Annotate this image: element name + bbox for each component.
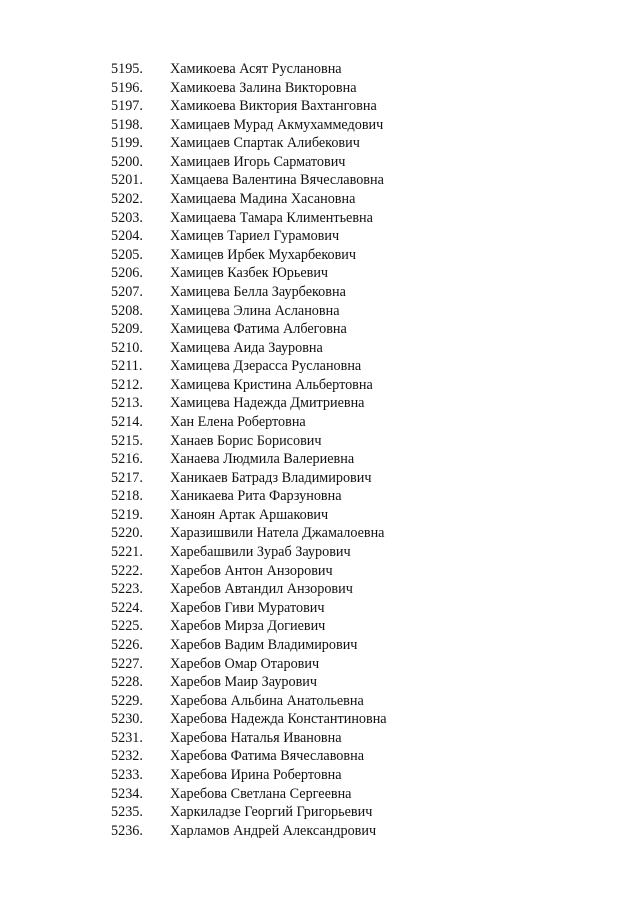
entry-number: 5233. xyxy=(111,766,143,783)
entry-number: 5213. xyxy=(111,395,143,412)
entry-name: Хамицева Аида Зауровна xyxy=(170,339,323,356)
entry-name: Харебов Омар Отарович xyxy=(170,655,320,672)
entry-number: 5228. xyxy=(111,674,143,691)
entry-name: Харебов Маир Заурович xyxy=(170,674,318,691)
entry-number: 5202. xyxy=(111,191,143,208)
entry-name: Ханоян Артак Аршакович xyxy=(170,506,329,523)
entry-name: Хамицаев Мурад Акмухаммедович xyxy=(170,116,384,133)
list-item xyxy=(0,636,640,655)
list-item xyxy=(0,729,640,748)
entry-number: 5209. xyxy=(111,321,143,338)
list-item xyxy=(0,357,640,376)
list-item xyxy=(0,524,640,543)
entry-name: Хамицева Дзерасса Руслановна xyxy=(170,358,362,375)
list-item xyxy=(0,710,640,729)
entry-number: 5199. xyxy=(111,135,143,152)
entry-name: Харламов Андрей Александрович xyxy=(170,822,377,839)
list-item xyxy=(0,97,640,116)
entry-number: 5201. xyxy=(111,172,143,189)
name-list xyxy=(0,60,640,840)
entry-name: Харебова Светлана Сергеевна xyxy=(170,785,352,802)
entry-number: 5214. xyxy=(111,413,143,430)
entry-name: Ханаева Людмила Валериевна xyxy=(170,451,355,468)
entry-number: 5197. xyxy=(111,98,143,115)
entry-number: 5210. xyxy=(111,339,143,356)
entry-number: 5195. xyxy=(111,61,143,77)
list-item xyxy=(0,766,640,785)
entry-number: 5198. xyxy=(111,116,143,133)
entry-name: Харебова Наталья Ивановна xyxy=(170,729,342,746)
entry-number: 5222. xyxy=(111,562,143,579)
list-item xyxy=(0,822,640,841)
list-item xyxy=(0,450,640,469)
entry-number: 5212. xyxy=(111,376,143,393)
entry-number: 5200. xyxy=(111,153,143,170)
entry-number: 5216. xyxy=(111,451,143,468)
entry-number: 5236. xyxy=(111,822,143,839)
entry-number: 5220. xyxy=(111,525,143,542)
entry-name: Хан Елена Робертовна xyxy=(170,413,306,430)
entry-name: Ханикаева Рита Фарзуновна xyxy=(170,488,342,505)
entry-name: Ханикаев Батрадз Владимирович xyxy=(170,469,372,486)
list-item xyxy=(0,543,640,562)
list-item xyxy=(0,599,640,618)
entry-name: Харебова Фатима Вячеславовна xyxy=(170,748,364,765)
entry-name: Харкиладзе Георгий Григорьевич xyxy=(170,804,373,821)
entry-number: 5204. xyxy=(111,228,143,245)
entry-name: Хамицева Кристина Альбертовна xyxy=(170,376,373,393)
list-item xyxy=(0,469,640,488)
list-item xyxy=(0,227,640,246)
entry-name: Хамицев Ирбек Мухарбекович xyxy=(170,246,357,263)
entry-number: 5230. xyxy=(111,711,143,728)
entry-number: 5218. xyxy=(111,488,143,505)
entry-name: Хамикоева Виктория Вахтанговна xyxy=(170,98,377,115)
entry-name: Харебова Альбина Анатольевна xyxy=(170,692,364,709)
entry-name: Харазишвили Натела Джамалоевна xyxy=(170,525,385,542)
entry-name: Хамицев Тариел Гурамович xyxy=(170,228,340,245)
list-item xyxy=(0,673,640,692)
entry-name: Хамицаева Тамара Климентьевна xyxy=(170,209,373,226)
entry-name: Харебов Гиви Муратович xyxy=(170,599,325,616)
list-item xyxy=(0,134,640,153)
entry-name: Хамицева Фатима Албеговна xyxy=(170,321,347,338)
list-item xyxy=(0,171,640,190)
entry-name: Харебов Мирза Догиевич xyxy=(170,618,326,635)
list-item xyxy=(0,785,640,804)
list-item xyxy=(0,506,640,525)
list-item xyxy=(0,655,640,674)
entry-number: 5208. xyxy=(111,302,143,319)
entry-number: 5232. xyxy=(111,748,143,765)
entry-name: Харебов Вадим Владимирович xyxy=(170,636,358,653)
list-item xyxy=(0,487,640,506)
entry-name: Харебова Ирина Робертовна xyxy=(170,766,342,783)
entry-number: 5226. xyxy=(111,636,143,653)
entry-number: 5217. xyxy=(111,469,143,486)
list-item xyxy=(0,617,640,636)
entry-name: Хамицева Белла Заурбековна xyxy=(170,283,346,300)
entry-name: Хамицев Казбек Юрьевич xyxy=(170,265,329,282)
entry-name: Хамикоева Залина Викторовна xyxy=(170,79,357,96)
list-item xyxy=(0,376,640,395)
entry-number: 5221. xyxy=(111,544,143,561)
list-item xyxy=(0,283,640,302)
entry-name: Харебашвили Зураб Заурович xyxy=(170,544,351,561)
entry-name: Хамицаев Игорь Сарматович xyxy=(170,153,346,170)
entry-name: Хамицаев Спартак Алибекович xyxy=(170,135,360,152)
entry-name: Хамицева Элина Аслановна xyxy=(170,302,340,319)
entry-number: 5219. xyxy=(111,506,143,523)
list-item xyxy=(0,153,640,172)
entry-number: 5225. xyxy=(111,618,143,635)
list-item xyxy=(0,320,640,339)
list-item xyxy=(0,432,640,451)
entry-number: 5207. xyxy=(111,283,143,300)
entry-name: Хамикоева Асят Руслановна xyxy=(170,61,342,77)
list-item xyxy=(0,79,640,98)
entry-number: 5231. xyxy=(111,729,143,746)
entry-name: Харебов Антон Анзорович xyxy=(170,562,333,579)
entry-number: 5215. xyxy=(111,432,143,449)
entry-number: 5206. xyxy=(111,265,143,282)
entry-number: 5234. xyxy=(111,785,143,802)
entry-number: 5224. xyxy=(111,599,143,616)
list-item xyxy=(0,209,640,228)
list-item xyxy=(0,302,640,321)
list-item xyxy=(0,190,640,209)
list-item xyxy=(0,394,640,413)
list-item xyxy=(0,413,640,432)
entry-name: Хамицаева Мадина Хасановна xyxy=(170,191,356,208)
list-item xyxy=(0,747,640,766)
entry-number: 5223. xyxy=(111,581,143,598)
entry-number: 5229. xyxy=(111,692,143,709)
list-item xyxy=(0,562,640,581)
list-item xyxy=(0,339,640,358)
list-item xyxy=(0,580,640,599)
list-item xyxy=(0,246,640,265)
entry-name: Хамцаева Валентина Вячеславовна xyxy=(170,172,384,189)
list-item xyxy=(0,116,640,135)
list-item xyxy=(0,264,640,283)
entry-number: 5196. xyxy=(111,79,143,96)
entry-name: Хамицева Надежда Дмитриевна xyxy=(170,395,365,412)
list-item xyxy=(0,803,640,822)
entry-name: Харебова Надежда Константиновна xyxy=(170,711,387,728)
entry-number: 5227. xyxy=(111,655,143,672)
entry-name: Ханаев Борис Борисович xyxy=(170,432,322,449)
list-item xyxy=(0,60,640,79)
entry-number: 5235. xyxy=(111,804,143,821)
entry-number: 5205. xyxy=(111,246,143,263)
list-item xyxy=(0,692,640,711)
entry-name: Харебов Автандил Анзорович xyxy=(170,581,353,598)
entry-number: 5211. xyxy=(111,358,143,375)
entry-number: 5203. xyxy=(111,209,143,226)
